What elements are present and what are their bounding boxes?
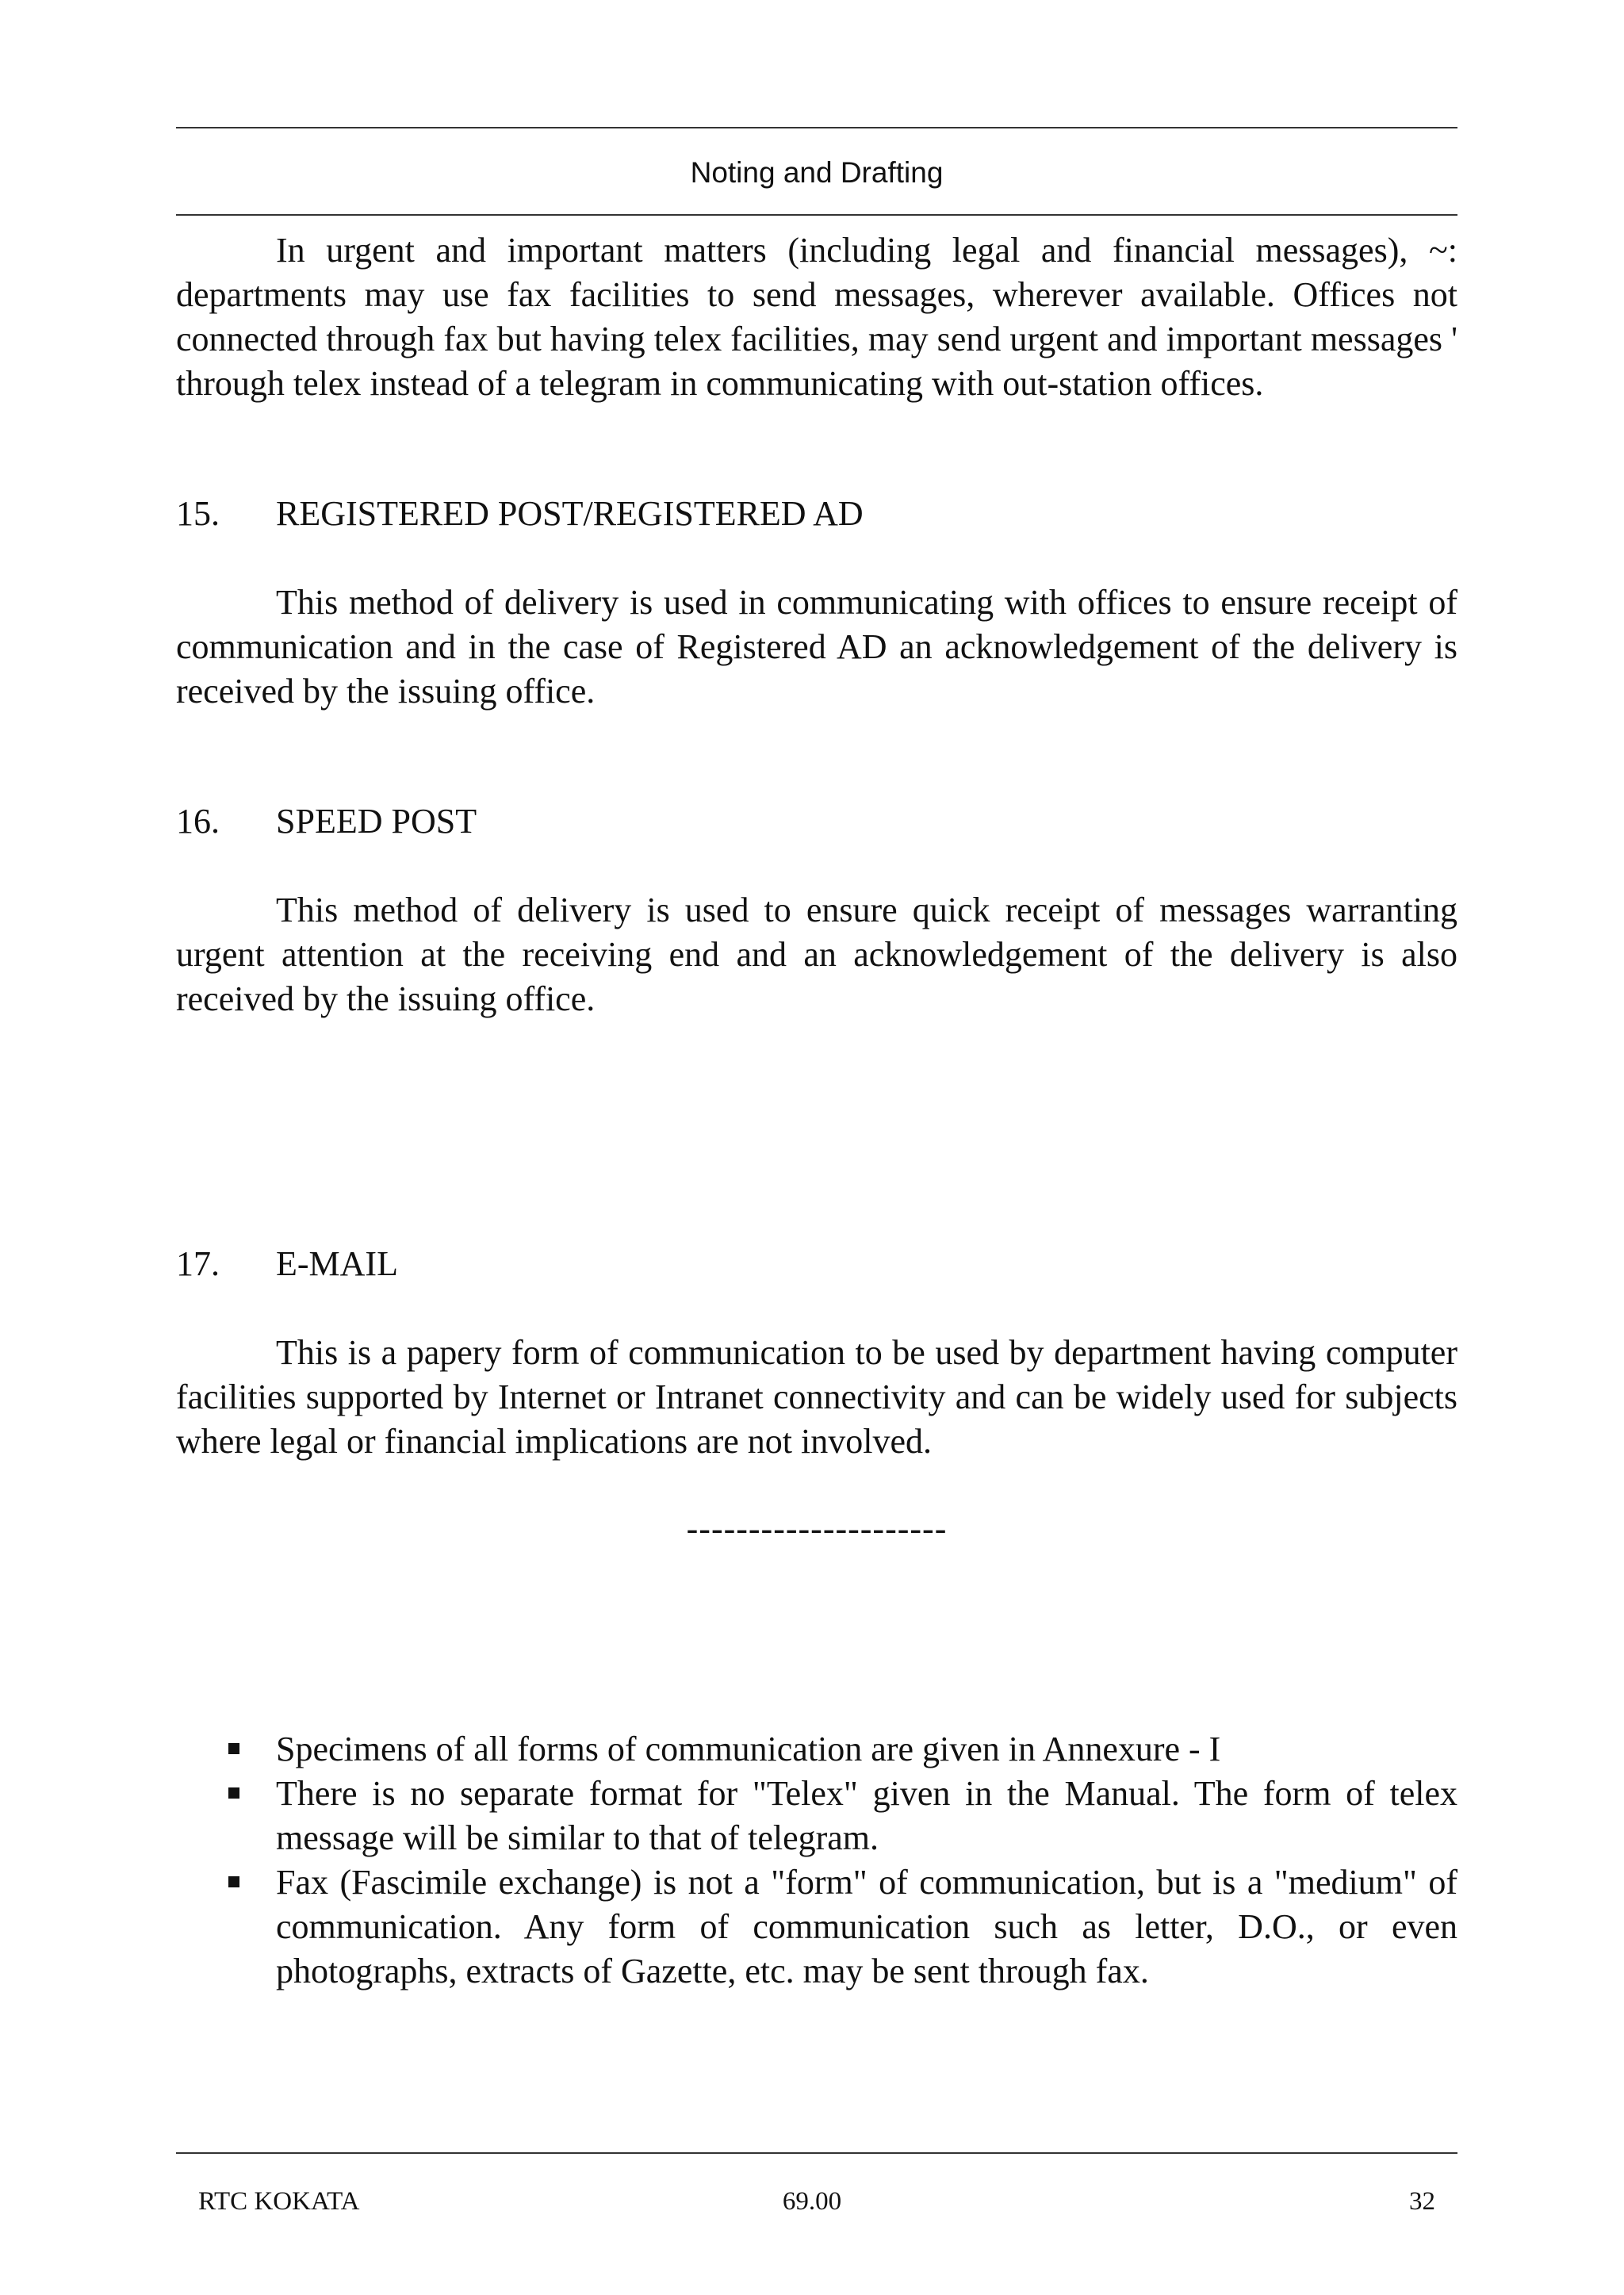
square-bullet-icon bbox=[228, 1787, 239, 1799]
square-bullet-icon bbox=[228, 1876, 239, 1887]
section-number: 17. bbox=[176, 1244, 220, 1283]
section-body-speed-post: This method of delivery is used to ensure quick receipt of messages warranting urgent attention at the receiving end and an acknowledgement of the delivery is also received by the issuing office. bbox=[176, 891, 1457, 1018]
footer-center-text: 69.00 bbox=[782, 2187, 842, 2216]
list-item bbox=[176, 1772, 1457, 1860]
section-body-registered-post: This method of delivery is used in communicating with offices to ensure receipt of communication and in the case of Registered AD an acknowledgement of the delivery is received by the issuing office. bbox=[176, 583, 1457, 711]
section-title: E-MAIL bbox=[276, 1244, 398, 1283]
section-heading-email bbox=[176, 1242, 1457, 1286]
note-text: Specimens of all forms of communication are given in Annexure - I bbox=[276, 1730, 1221, 1768]
section-number: 16. bbox=[176, 802, 220, 841]
note-text: Fax (Fascimile exchange) is not a "form" of communication, but is a "medium" of communication. Any form of communication such as letter, D.O., or even photographs, extracts of Gazette, etc. may be sent through fax. bbox=[276, 1863, 1457, 1990]
section-number: 15. bbox=[176, 494, 220, 533]
section-heading-registered-post bbox=[176, 492, 1457, 536]
square-bullet-icon bbox=[228, 1743, 239, 1754]
section-title: REGISTERED POST/REGISTERED AD bbox=[276, 494, 864, 533]
page-number: 32 bbox=[1409, 2187, 1435, 2216]
list-item bbox=[176, 1860, 1457, 1994]
footer-left-text: RTC KOKATA bbox=[198, 2187, 360, 2216]
list-item bbox=[176, 1727, 1457, 1772]
section-separator: --------------------- bbox=[686, 1509, 948, 1548]
header-top-rule bbox=[176, 127, 1457, 128]
intro-paragraph: In urgent and important matters (including legal and financial messages), ~: departments may use fax facilities to send messages, wherever available. Offices not connected through fax but having telex facilities, may send urgent and important messages ' through telex instead of a telegram in communicating with out-station offices. bbox=[176, 231, 1457, 403]
section-body-email: This is a papery form of communication to be used by department having computer facilities supported by Internet or Intranet connectivity and can be widely used for subjects where legal or financial implications are not involved. bbox=[176, 1333, 1457, 1461]
running-header-title: Noting and Drafting bbox=[690, 156, 944, 189]
notes-list bbox=[176, 1727, 1457, 1994]
footer-rule bbox=[176, 2152, 1457, 2154]
note-text: There is no separate format for "Telex" given in the Manual. The form of telex message will be similar to that of telegram. bbox=[276, 1774, 1457, 1857]
header-bottom-rule bbox=[176, 214, 1457, 216]
section-title: SPEED POST bbox=[276, 802, 477, 841]
section-heading-speed-post bbox=[176, 799, 1457, 844]
